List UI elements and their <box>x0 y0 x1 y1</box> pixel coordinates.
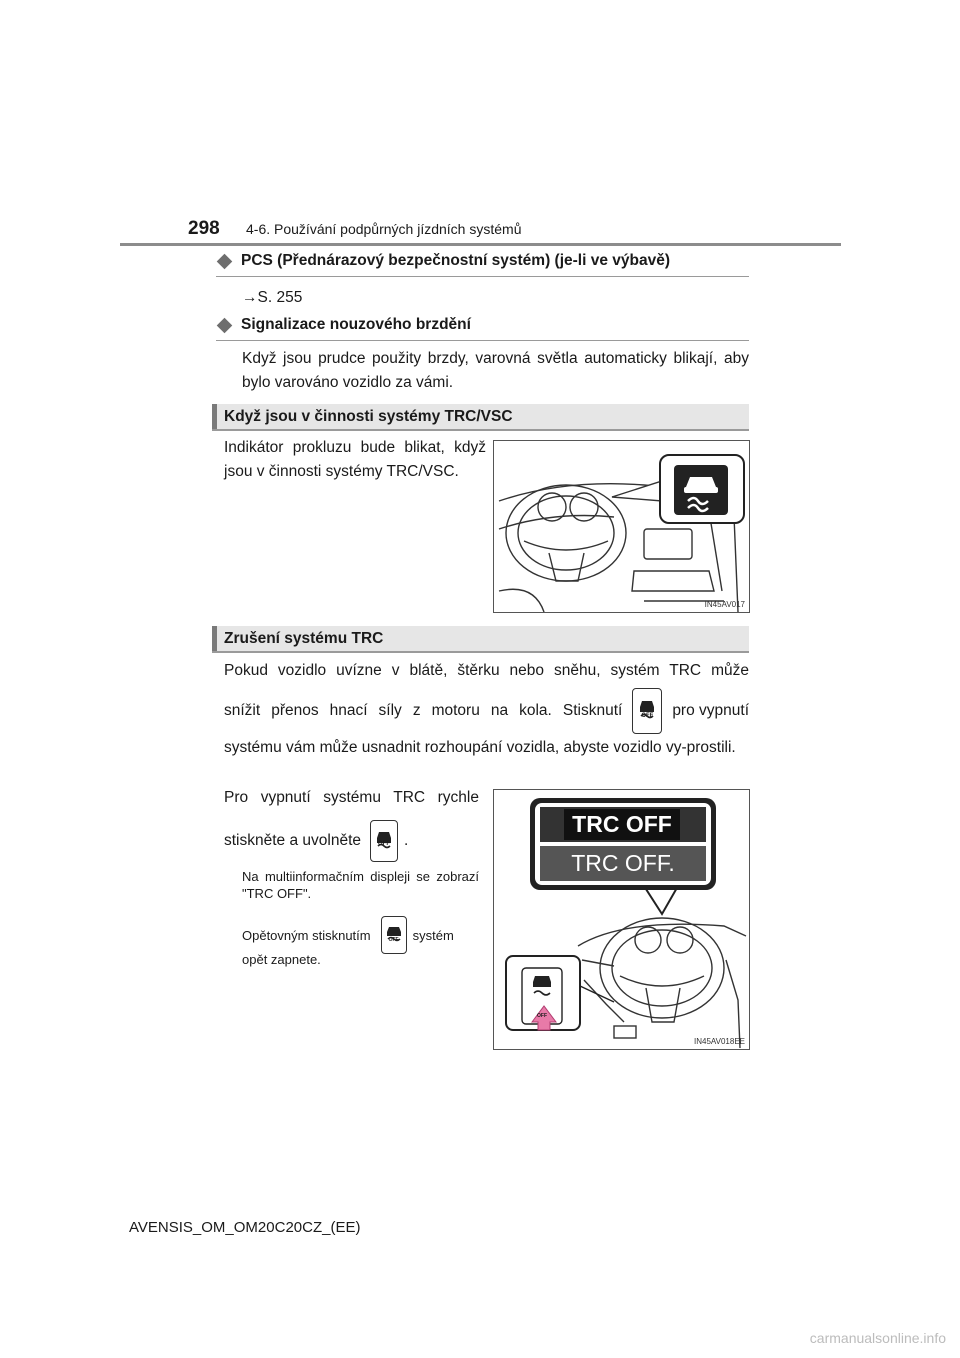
trc-off-button-icon <box>370 820 398 862</box>
dashboard-illustration <box>494 441 749 612</box>
trc-off-button-icon <box>381 916 407 954</box>
trc-cancel-text-2b: pro vypnutí <box>672 702 749 719</box>
watermark: carmanualsonline.info <box>809 1330 946 1346</box>
trc-on-note-line1 <box>242 916 479 954</box>
pcs-reference[interactable]: →S. 255 <box>242 289 303 306</box>
trc-off-display-upper: TRC OFF <box>572 811 672 837</box>
chapter-title: 4-6. Používání podpůrných jízdních systémů <box>246 221 522 237</box>
footer-document-id: AVENSIS_OM_OM20C20CZ_(EE) <box>129 1219 361 1236</box>
trc-quick-text-line2 <box>224 820 408 862</box>
trc-on-note-1a: Opětovným stisknutím <box>242 927 371 943</box>
emergency-brake-heading-text: Signalizace nouzového brzdění <box>241 316 471 333</box>
trc-cancel-text-line3: systému vám může usnadnit rozhoupání vozidla, abyste vozidlo vy-prostili. <box>224 739 736 756</box>
emergency-brake-heading <box>216 316 471 334</box>
off-label: OFF <box>378 841 391 847</box>
pcs-rule <box>216 276 749 277</box>
trc-off-display-lower: TRC OFF. <box>571 850 675 876</box>
trc-off-figure <box>493 789 750 1050</box>
trc-cancel-text-line2 <box>224 688 749 734</box>
trc-cancel-text-2a: snížit přenos hnací síly z motoru na kola. Stisknutí <box>224 702 623 719</box>
off-label: OFF <box>388 937 399 943</box>
off-label: OFF <box>641 713 654 719</box>
diamond-bullet-icon <box>217 317 233 333</box>
pcs-heading-text: PCS (Přednárazový bezpečnostní systém) (je-li ve výbavě) <box>241 252 670 269</box>
trc-vsc-section-heading: Když jsou v činnosti systémy TRC/VSC <box>212 404 749 431</box>
diamond-bullet-icon <box>217 253 233 269</box>
trc-quick-text-line1: Pro vypnutí systému TRC rychle <box>224 789 479 806</box>
trc-off-note: Na multiinformačním displeji se zobrazí "TRC OFF". <box>242 869 479 901</box>
figure-off-label: OFF <box>537 1013 547 1019</box>
pcs-heading <box>216 252 670 270</box>
emergency-brake-text: Když jsou prudce použity brzdy, varovná světla automaticky blikají, aby bylo varováno vozidlo za vámi. <box>242 350 749 391</box>
trc-quick-text-2b: . <box>404 832 409 849</box>
trc-on-note-1b: systém <box>412 927 454 943</box>
trc-cancel-section-heading: Zrušení systému TRC <box>212 626 749 653</box>
emergency-brake-rule <box>216 340 749 341</box>
dashboard-figure <box>493 440 750 613</box>
trc-on-note-line2: opět zapnete. <box>242 952 321 967</box>
trc-off-button-icon <box>632 688 662 734</box>
trc-quick-text-2a: stiskněte a uvolněte <box>224 832 362 849</box>
figure-code: IN45AV018EE <box>694 1037 745 1046</box>
header-rule <box>120 243 841 246</box>
figure-code: IN45AV017 <box>704 600 745 609</box>
trc-vsc-text: Indikátor prokluzu bude blikat, když jsou v činnosti systémy TRC/VSC. <box>224 439 486 480</box>
trc-cancel-text-line1: Pokud vozidlo uvízne v blátě, štěrku nebo sněhu, systém TRC může <box>224 662 749 679</box>
page-number: 298 <box>188 218 220 239</box>
